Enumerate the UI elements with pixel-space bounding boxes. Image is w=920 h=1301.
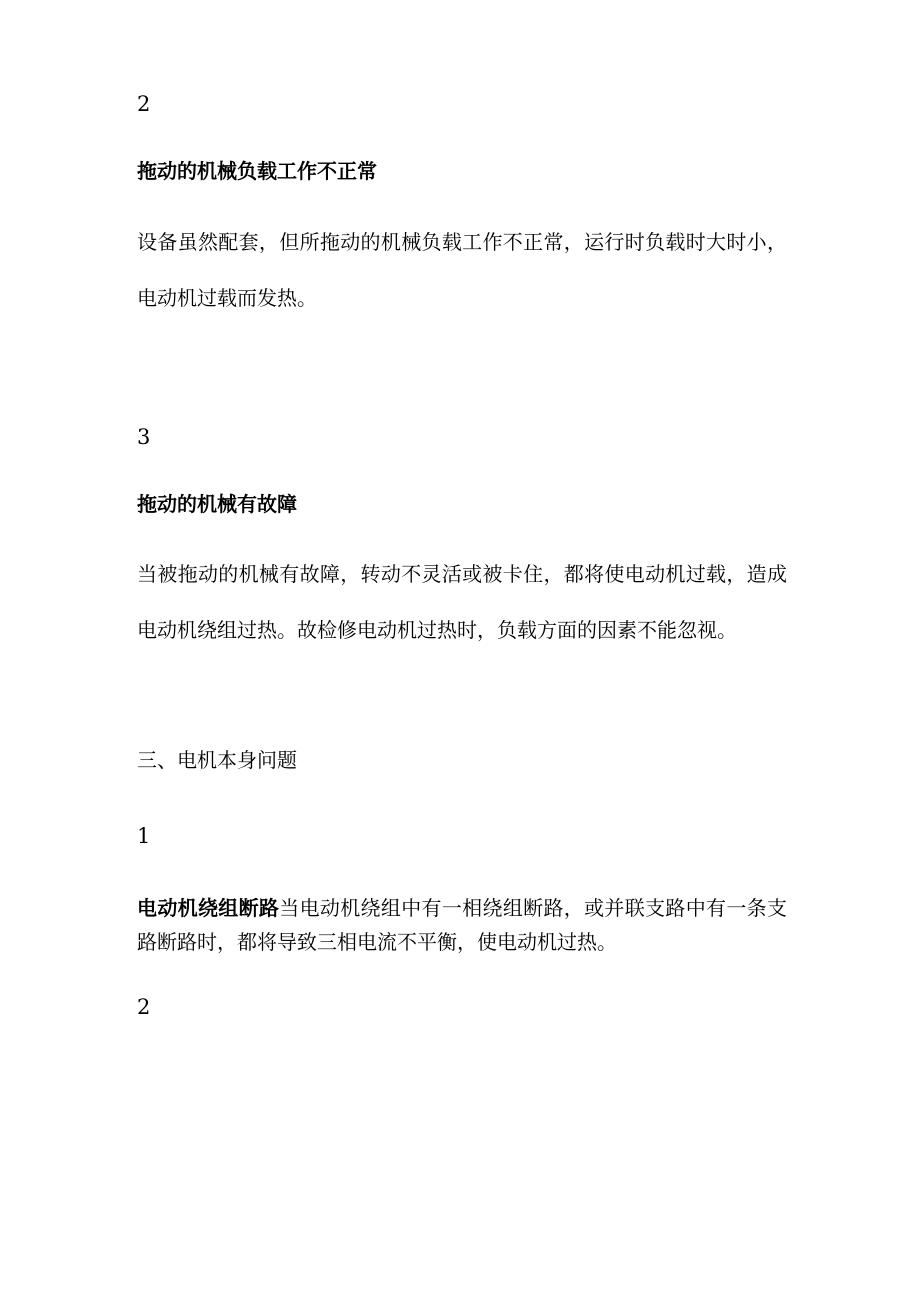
section-number: 1 [137,824,151,848]
section-heading: 拖动的机械有故障 [137,492,297,516]
section-number: 3 [137,425,151,449]
section-heading: 拖动的机械负载工作不正常 [137,159,377,183]
section-number: 2 [137,995,151,1019]
chapter-title: 三、电机本身问题 [137,748,297,772]
paragraph-text: 当电动机绕组中有一相绕组断路，或并联支路中有一条支路断路时，都将导致三相电流不平衡，使电动机过热。 [137,896,788,954]
section-paragraph: 当被拖动的机械有故障，转动不灵活或被卡住，都将使电动机过载，造成电动机绕组过热。故检修电动机过热时，负载方面的因素不能忽视。 [137,562,787,642]
inline-bold-heading: 电动机绕组断路 [137,896,280,920]
section-number: 2 [137,92,151,116]
section-paragraph [137,891,787,959]
section-paragraph: 设备虽然配套，但所拖动的机械负载工作不正常，运行时负载时大时小，电动机过载而发热。 [137,230,787,310]
